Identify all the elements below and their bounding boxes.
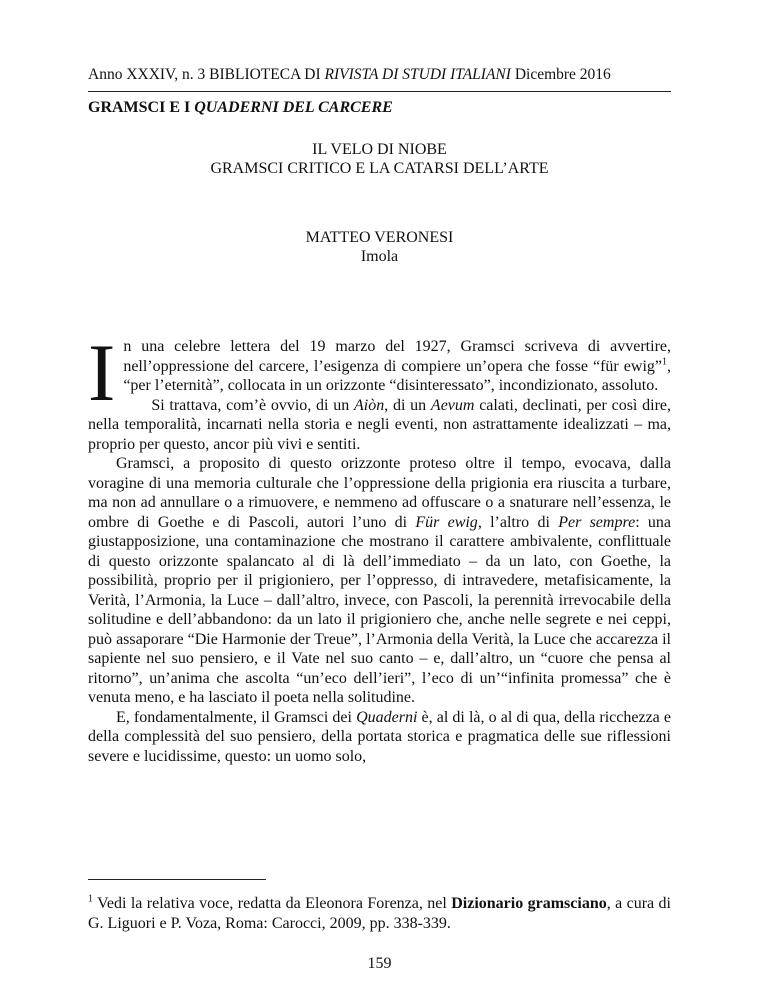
p2-i1: Aiòn: [354, 396, 385, 414]
p2-t3: calati, declinati, per così dire, nella temporalità, incarnati nella storia e negli eventi, non astrattamente idealizzati – ma, proprio per questo, ancor più vivi e sentiti.: [88, 396, 672, 453]
p3-i2: Per sempre: [558, 513, 636, 531]
section-label: GRAMSCI E I: [88, 99, 195, 116]
p1-text-b: , “per l’eternità”, collocata in un orizzonte “disinteressato”, incondizionato, assoluto.: [123, 357, 671, 394]
author-name: MATTEO VERONESI: [305, 229, 454, 246]
section-label-italic: QUADERNI DEL CARCERE: [194, 99, 393, 116]
drop-cap: I: [88, 327, 116, 418]
article-body: [88, 327, 672, 766]
title-line-2: GRAMSCI CRITICO E LA CATARSI DELL’ARTE: [210, 160, 549, 177]
section-title: [88, 99, 393, 117]
p2-t1: Si trattava, com’è ovvio, di un: [151, 396, 354, 414]
p1-text-a: n una celebre lettera del 19 marzo del 1927, Gramsci scriveva di avvertire, nell’oppressione del carcere, l’esigenza di compiere un’opera che fosse “für ewig”: [123, 338, 671, 375]
paragraph-2: [88, 396, 671, 455]
footnote-bold-title: Dizionario gramsciano: [451, 895, 607, 912]
header-rule: [88, 91, 671, 92]
author-place: Imola: [360, 248, 399, 265]
footnote-rule: [88, 879, 266, 880]
header-date: Dicembre 2016: [510, 66, 611, 83]
footnote-t1: Vedi la relativa voce, redatta da Eleonora Forenza, nel: [93, 895, 452, 912]
footnote-number: 1: [88, 893, 93, 905]
footnote-1: [88, 894, 671, 933]
running-header: [88, 66, 671, 84]
p3-t1: Gramsci, a proposito di questo orizzonte proteso oltre il tempo, evocava, dalla voragine di una memoria culturale che l’oppressione della prigionia era riuscita a turbare, ma non ad annullare o a rimuovere, e nemmeno ad offuscare o a snaturare nell’essenza, le ombre di Goethe e di Pascoli, autori l’uno di: [88, 455, 671, 531]
page-number: 159: [367, 955, 392, 972]
p2-i2: Aevum: [430, 396, 475, 414]
p4-i1: Quaderni: [356, 708, 418, 726]
p3-t2: , l’altro di: [477, 513, 559, 531]
p2-t2: , di un: [384, 396, 431, 414]
author-block: [88, 228, 671, 266]
footnote-t2: , a cura di G. Liguori e P. Voza, Roma: Carocci, 2009, pp. 338-339.: [88, 895, 671, 932]
article-title: [88, 140, 671, 178]
p3-t3: : una giustapposizione, una contaminazione che mostrano il carattere ambivalente, conflittuale di questo orizzonte spalancato al di là dell’immediato – da un lato, con Goethe, la possibilità, proprio per il prigioniero, per l’oppresso, di intravedere, metafisicamente, la Verità, l’Armonia, la Luce – dall’altro, invece, con Pascoli, la perennità irrevocabile della solitudine e dell’abbandono: da un lato il prigioniero che, anche nelle segrete e nei ceppi, può assaporare “Die Harmonie der Treue”, l’Armonia della Verità, la Luce che accarezza il sapiente nel suo pensiero, e il Vate nel suo canto – e, dall’altro, un “cuore che pensa al ritorno”, un’anima che ascolta “un’eco dell’ieri”, l’eco di un’“infinita promessa” che è venuta meno, e ha lasciato il poeta nella solitudine.: [88, 513, 672, 706]
p4-t2: è, al di là, o al di qua, della ricchezza e della complessità del suo pensiero, della portata storica e pragmatica delle sue riflessioni severe e lucidissime, questo: un uomo solo,: [88, 708, 671, 765]
title-line-1: IL VELO DI NIOBE: [312, 141, 447, 158]
footnote-ref[interactable]: 1: [662, 356, 667, 368]
header-prefix: Anno XXXIV, n. 3 BIBLIOTECA DI: [88, 66, 325, 83]
p4-t1: E, fondamentalmente, il Gramsci dei: [116, 708, 357, 726]
paragraph-4: [88, 708, 671, 767]
p3-i1: Für ewig: [415, 513, 478, 531]
paragraph-3: [88, 454, 671, 708]
journal-title: RIVISTA DI STUDI ITALIANI: [324, 66, 511, 83]
